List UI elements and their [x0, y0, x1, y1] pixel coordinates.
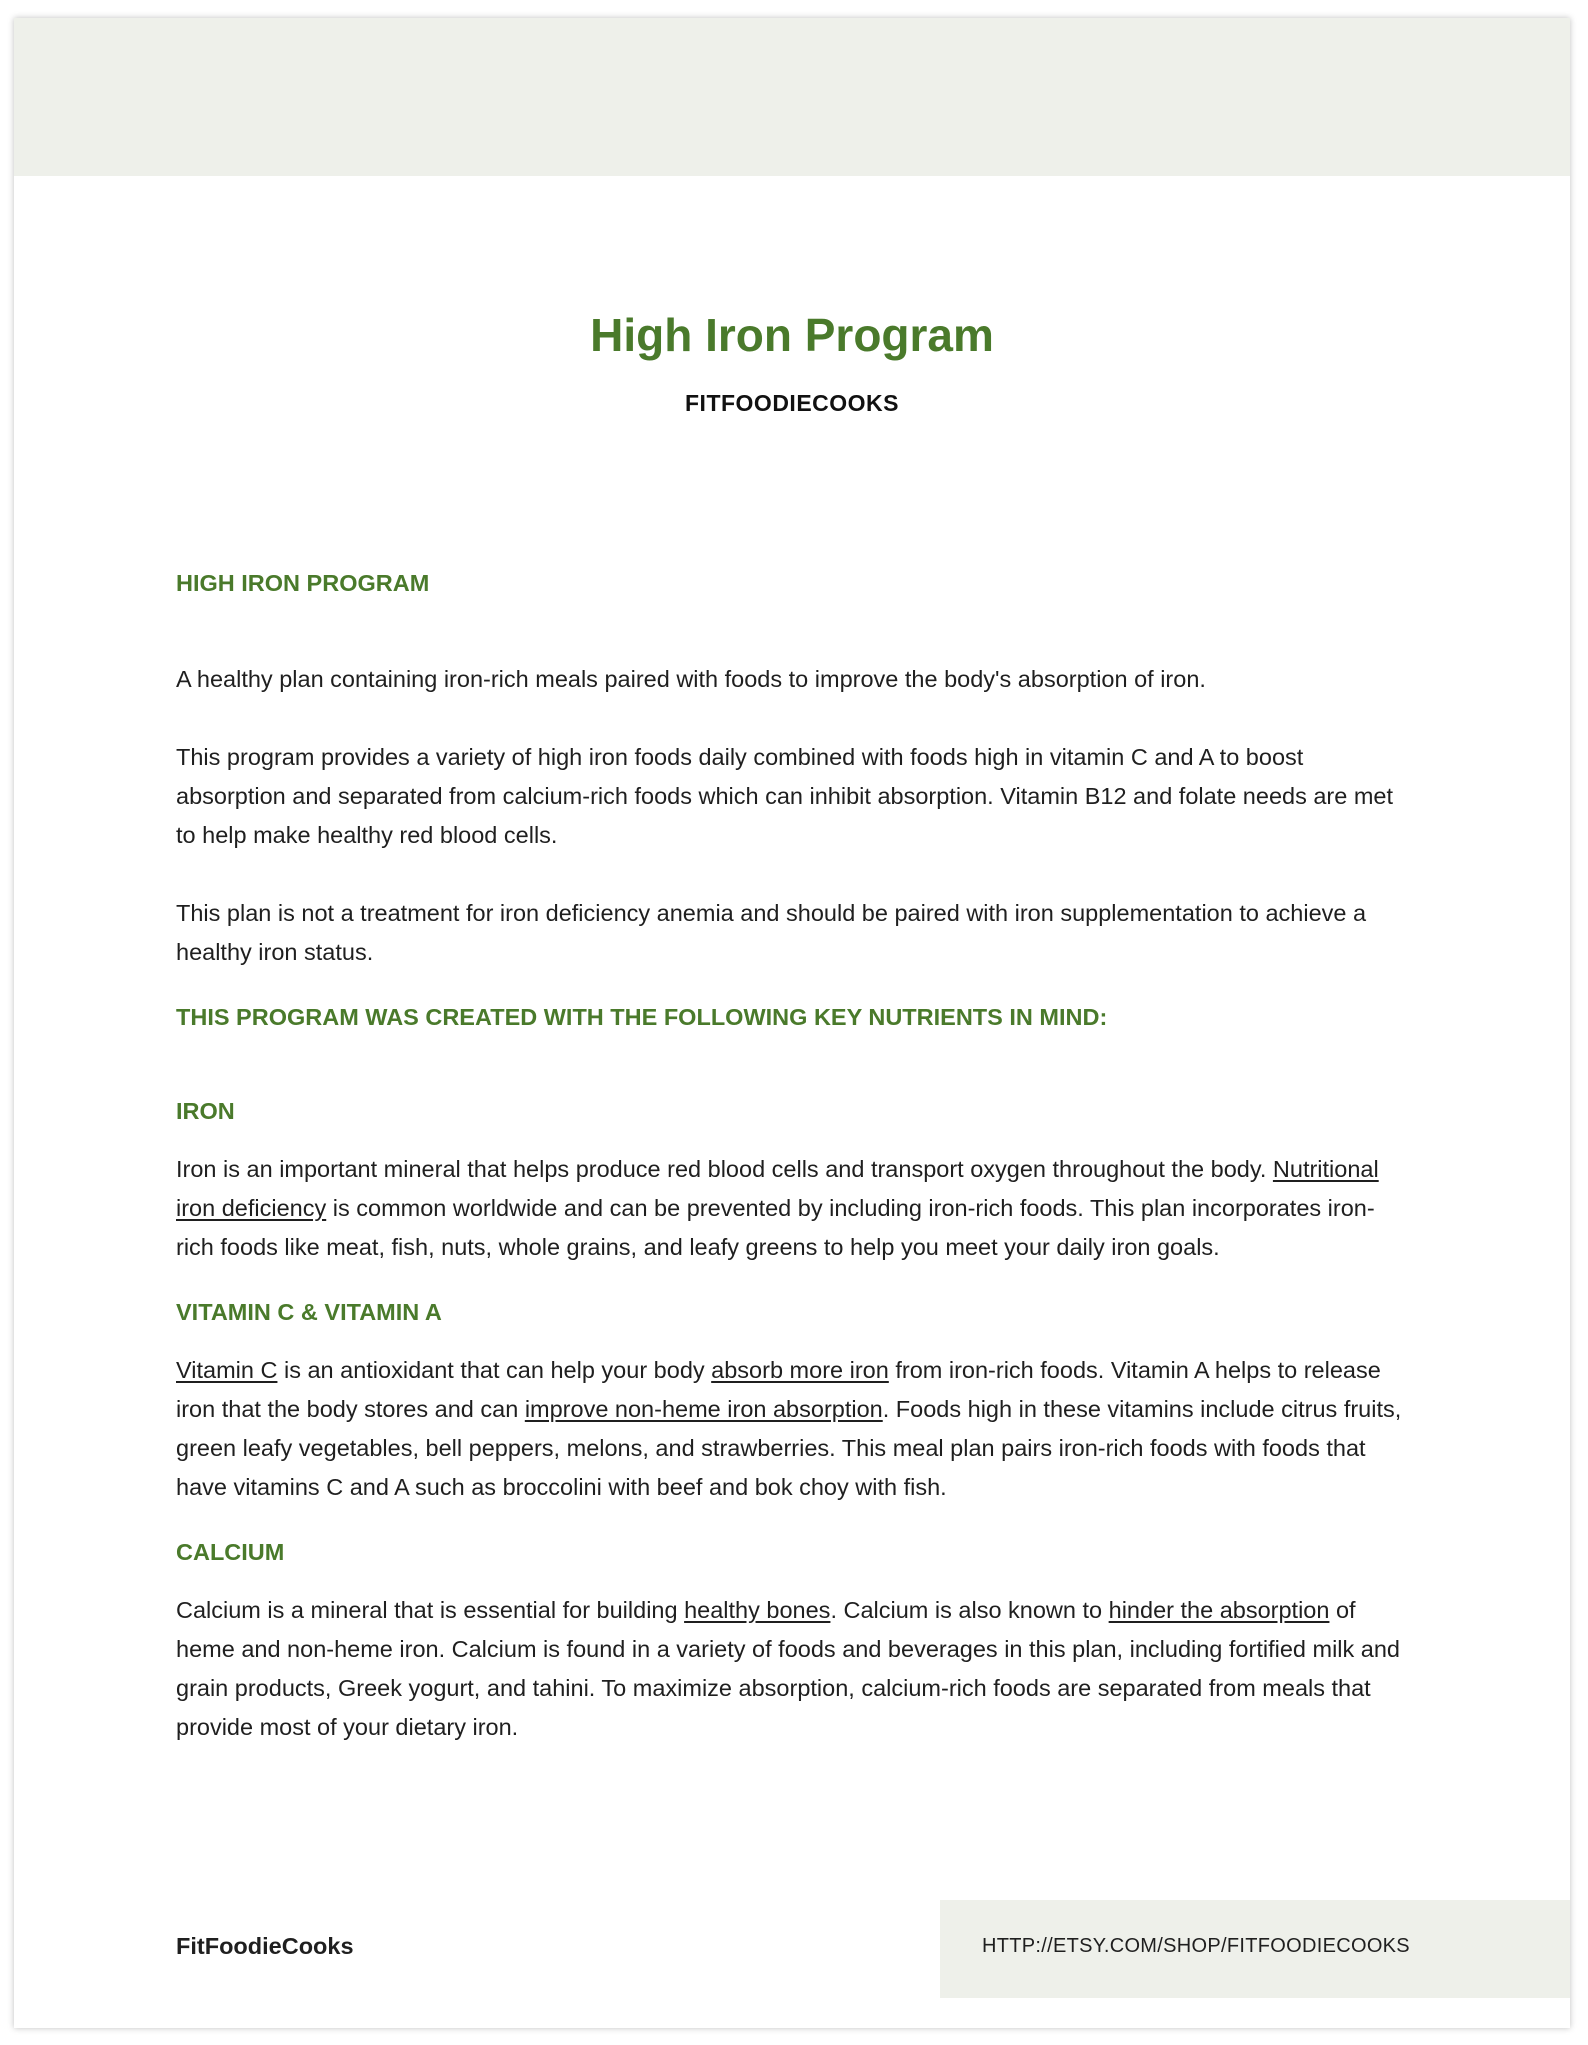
- non-heme-absorption-link[interactable]: improve non-heme iron absorption: [524, 1396, 883, 1422]
- footer-url-band: [940, 1900, 1570, 1998]
- vitamin-paragraph: [176, 1351, 1406, 1507]
- footer-brand: FitFoodieCooks: [176, 1933, 354, 1959]
- iron-deficiency-link[interactable]: Nutritional iron deficiency: [176, 1156, 1379, 1221]
- intro-heading: HIGH IRON PROGRAM: [176, 570, 430, 596]
- calcium-paragraph: [176, 1591, 1406, 1747]
- footer-url[interactable]: HTTP://ETSY.COM/SHOP/FITFOODIECOOKS: [982, 1935, 1410, 1957]
- hinder-absorption-link[interactable]: hinder the absorption: [1108, 1597, 1330, 1623]
- vitamin-heading: VITAMIN C & VITAMIN A: [176, 1299, 442, 1325]
- calcium-heading: CALCIUM: [176, 1539, 285, 1565]
- calcium-text-3: of heme and non-heme iron. Calcium is found in a variety of foods and beverages in this plan, including fortified milk and grain products, Greek yogurt, and tahini. To maximize absorption, calcium-rich foods are separated from meals that provide most of your dietary iron.: [176, 1597, 1400, 1740]
- healthy-bones-link[interactable]: healthy bones: [684, 1597, 831, 1623]
- calcium-text-1: Calcium is a mineral that is essential for building: [176, 1597, 685, 1623]
- header-band: [14, 18, 1570, 176]
- absorb-more-iron-link[interactable]: absorb more iron: [711, 1357, 889, 1383]
- vitamin-text-1: is an antioxidant that can help your body: [277, 1357, 712, 1383]
- intro-paragraph-2: This program provides a variety of high iron foods daily combined with foods high in vitamin C and A to boost absorption and separated from calcium-rich foods which can inhibit absorption. Vitamin B12 and folate needs are met to help make healthy red blood cells.: [176, 744, 1394, 848]
- intro-paragraph-1: A healthy plan containing iron-rich meals paired with foods to improve the body's absorption of iron.: [176, 666, 1206, 692]
- calcium-text-2: . Calcium is also known to: [830, 1597, 1109, 1623]
- vitamin-text-3: . Foods high in these vitamins include citrus fruits, green leafy vegetables, bell peppers, melons, and strawberries. This meal plan pairs iron-rich foods with foods that have vitamins C and A such as broccolini with beef and bok choy with fish.: [176, 1396, 1402, 1500]
- page-subtitle: FITFOODIECOOKS: [685, 390, 899, 416]
- vitamin-text-2: from iron-rich foods. Vitamin A helps to release iron that the body stores and can: [176, 1357, 1381, 1422]
- intro-paragraph-3: This plan is not a treatment for iron deficiency anemia and should be paired with iron supplementation to achieve a healthy iron status.: [176, 900, 1367, 965]
- key-nutrients-heading: THIS PROGRAM WAS CREATED WITH THE FOLLOWING KEY NUTRIENTS IN MIND:: [176, 1004, 1108, 1030]
- iron-paragraph: [176, 1150, 1406, 1267]
- vitamin-c-link[interactable]: Vitamin C: [176, 1357, 278, 1383]
- iron-text-2: is common worldwide and can be prevented by including iron-rich foods. This plan incorporates iron-rich foods like meat, fish, nuts, whole grains, and leafy greens to help you meet your daily iron goals.: [176, 1195, 1375, 1260]
- iron-heading: IRON: [176, 1098, 235, 1124]
- iron-text-1: Iron is an important mineral that helps produce red blood cells and transport oxygen throughout the body.: [176, 1156, 1273, 1182]
- document-page: [14, 18, 1570, 2028]
- main-content: [176, 568, 1406, 1747]
- page-title: High Iron Program: [590, 309, 994, 361]
